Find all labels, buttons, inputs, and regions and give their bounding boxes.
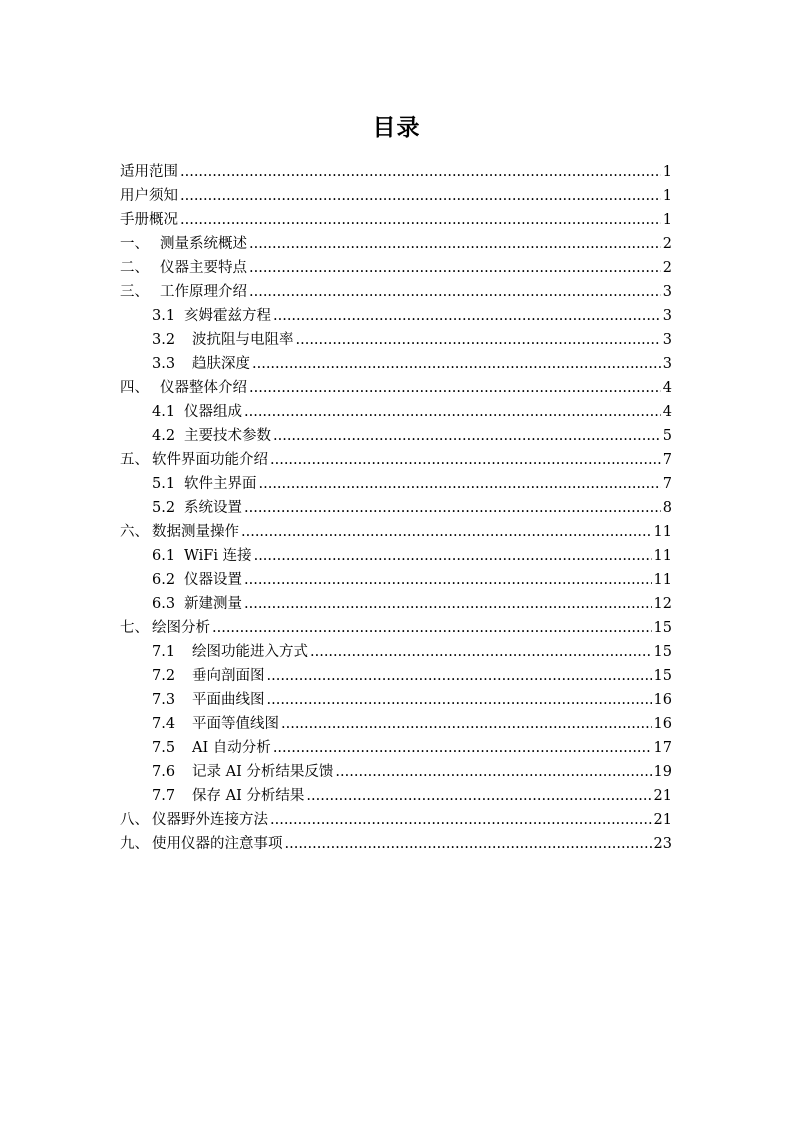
toc-subentry[interactable]	[120, 472, 672, 496]
toc-entry-label: 平面等值线图	[192, 716, 279, 732]
toc-entry[interactable]	[120, 808, 672, 832]
toc-subentry[interactable]	[120, 400, 672, 424]
toc-entry-number: 三、	[120, 284, 149, 300]
toc-subentry[interactable]	[120, 664, 672, 688]
toc-entry-label: 软件主界面	[184, 476, 257, 492]
toc-subentry[interactable]	[120, 544, 672, 568]
toc-entry-page: 19	[653, 764, 672, 780]
toc-dot-leader	[252, 352, 661, 376]
toc-subentry[interactable]	[120, 640, 672, 664]
toc-entry-number: 4.2	[152, 428, 176, 444]
toc-entry-label: 垂向剖面图	[192, 668, 265, 684]
toc-entry-label: AI 自动分析	[192, 740, 271, 756]
toc-entry-label: 波抗阻与电阻率	[192, 332, 294, 348]
toc-subentry[interactable]	[120, 328, 672, 352]
toc-entry-number: 七、	[120, 620, 149, 636]
toc-entry-label: 软件界面功能介绍	[152, 452, 268, 468]
toc-entry-page: 11	[653, 524, 672, 540]
toc-subentry[interactable]	[120, 784, 672, 808]
toc-entry-number: 7.6	[152, 764, 176, 780]
toc-entry-number: 5.2	[152, 500, 176, 516]
toc-entry-label: WiFi 连接	[184, 548, 252, 564]
toc-entry-page: 17	[653, 740, 672, 756]
toc-entry-number: 7.7	[152, 788, 176, 804]
toc-entry-page: 1	[662, 188, 672, 204]
toc-subentry[interactable]	[120, 352, 672, 376]
toc-entry[interactable]	[120, 280, 672, 304]
toc-entry-page: 5	[662, 428, 672, 444]
toc-entry-label: 仪器设置	[184, 572, 242, 588]
toc-entry-page: 7	[662, 476, 672, 492]
toc-subentry[interactable]	[120, 304, 672, 328]
toc-entry-number: 7.5	[152, 740, 176, 756]
toc-entry-page: 12	[653, 596, 672, 612]
toc-entry[interactable]	[120, 184, 672, 208]
toc-entry-page: 16	[653, 716, 672, 732]
toc-entry-label: 手册概况	[120, 212, 178, 228]
toc-entry[interactable]	[120, 616, 672, 640]
toc-entry-label: 新建测量	[184, 596, 242, 612]
toc-entry[interactable]	[120, 232, 672, 256]
toc-entry[interactable]	[120, 520, 672, 544]
toc-subentry[interactable]	[120, 592, 672, 616]
toc-entry-label: 平面曲线图	[192, 692, 265, 708]
toc-entry-number: 7.3	[152, 692, 176, 708]
toc-entry-page: 1	[662, 212, 672, 228]
toc-entry-page: 4	[662, 380, 672, 396]
toc-entry-number: 八、	[120, 812, 149, 828]
toc-entry[interactable]	[120, 376, 672, 400]
toc-dot-leader	[241, 520, 652, 544]
toc-dot-leader	[180, 160, 661, 184]
toc-entry-number: 3.1	[152, 308, 176, 324]
toc-dot-leader	[244, 496, 661, 520]
toc-entry[interactable]	[120, 256, 672, 280]
toc-entry-label: 数据测量操作	[152, 524, 239, 540]
toc-entry-number: 二、	[120, 260, 149, 276]
toc-dot-leader	[267, 664, 652, 688]
toc-dot-leader	[254, 544, 652, 568]
toc-dot-leader	[281, 712, 652, 736]
toc-entry-page: 11	[653, 548, 672, 564]
toc-subentry[interactable]	[120, 760, 672, 784]
toc-dot-leader	[273, 736, 652, 760]
toc-dot-leader	[285, 832, 652, 856]
toc-entry-number: 6.1	[152, 548, 176, 564]
toc-entry-label: 适用范围	[120, 164, 178, 180]
toc-dot-leader	[259, 472, 661, 496]
toc-entry-label: 保存 AI 分析结果	[192, 788, 305, 804]
toc-entry-page: 4	[662, 404, 672, 420]
toc-entry-number: 六、	[120, 524, 149, 540]
toc-entry[interactable]	[120, 160, 672, 184]
toc-subentry[interactable]	[120, 496, 672, 520]
toc-dot-leader	[306, 784, 651, 808]
toc-subentry[interactable]	[120, 688, 672, 712]
toc-dot-leader	[267, 688, 652, 712]
toc-entry-label: 仪器主要特点	[160, 260, 247, 276]
toc-entry-label: 绘图分析	[152, 620, 210, 636]
toc-entry-number: 5.1	[152, 476, 176, 492]
toc-entry-number: 4.1	[152, 404, 176, 420]
toc-entry-label: 系统设置	[184, 500, 242, 516]
toc-subentry[interactable]	[120, 712, 672, 736]
toc-dot-leader	[249, 256, 661, 280]
toc-entry-number: 九、	[120, 836, 149, 852]
toc-entry-page: 21	[653, 788, 672, 804]
toc-entry-page: 2	[662, 236, 672, 252]
toc-entry-label: 工作原理介绍	[160, 284, 247, 300]
toc-entry-number: 6.2	[152, 572, 176, 588]
toc-entry-number: 7.4	[152, 716, 176, 732]
toc-entry-page: 8	[662, 500, 672, 516]
toc-entry-number: 3.2	[152, 332, 176, 348]
toc-entry-label: 使用仪器的注意事项	[152, 836, 283, 852]
toc-entry-label: 趋肤深度	[192, 356, 250, 372]
toc-entry-page: 11	[653, 572, 672, 588]
toc-entry-page: 7	[662, 452, 672, 468]
toc-entry-label: 主要技术参数	[184, 428, 271, 444]
toc-dot-leader	[270, 808, 652, 832]
toc-entry-page: 3	[662, 308, 672, 324]
toc-dot-leader	[335, 760, 651, 784]
toc-entry-page: 21	[653, 812, 672, 828]
toc-entry-page: 15	[653, 644, 672, 660]
toc-dot-leader	[244, 400, 661, 424]
toc-entry-number: 7.2	[152, 668, 176, 684]
toc-entry-page: 3	[662, 284, 672, 300]
toc-dot-leader	[244, 568, 652, 592]
toc-dot-leader	[270, 448, 661, 472]
toc-entry-number: 7.1	[152, 644, 176, 660]
toc-entry-number: 五、	[120, 452, 149, 468]
toc-entry-label: 仪器野外连接方法	[152, 812, 268, 828]
toc-entry-number: 3.3	[152, 356, 176, 372]
toc-entry-label: 记录 AI 分析结果反馈	[192, 764, 334, 780]
toc-entry-page: 3	[662, 356, 672, 372]
toc-dot-leader	[180, 184, 661, 208]
toc-subentry[interactable]	[120, 736, 672, 760]
toc-entry-page: 1	[662, 164, 672, 180]
toc-entry-label: 测量系统概述	[160, 236, 247, 252]
toc-dot-leader	[249, 376, 661, 400]
toc-dot-leader	[249, 280, 661, 304]
toc-dot-leader	[310, 640, 652, 664]
toc-entry-label: 亥姆霍兹方程	[184, 308, 271, 324]
toc-entry-page: 3	[662, 332, 672, 348]
toc-entry-number: 四、	[120, 380, 149, 396]
toc-entry-page: 15	[653, 668, 672, 684]
toc-entry-page: 23	[653, 836, 672, 852]
toc-entry-page: 15	[653, 620, 672, 636]
toc-entry[interactable]	[120, 448, 672, 472]
toc-dot-leader	[180, 208, 661, 232]
toc-entry[interactable]	[120, 208, 672, 232]
toc-entry-page: 16	[653, 692, 672, 708]
page-title: 目录	[372, 114, 421, 141]
toc-dot-leader	[249, 232, 661, 256]
toc-entry-number: 6.3	[152, 596, 176, 612]
toc-dot-leader	[273, 304, 661, 328]
toc-entry-page: 2	[662, 260, 672, 276]
toc-entry-number: 一、	[120, 236, 149, 252]
toc-entry-label: 用户须知	[120, 188, 178, 204]
toc-entry-label: 绘图功能进入方式	[192, 644, 308, 660]
toc-entry[interactable]	[120, 832, 672, 856]
toc-dot-leader	[212, 616, 652, 640]
toc-subentry[interactable]	[120, 424, 672, 448]
toc-dot-leader	[244, 592, 652, 616]
table-of-contents	[120, 160, 672, 856]
toc-dot-leader	[273, 424, 661, 448]
toc-dot-leader	[296, 328, 661, 352]
toc-entry-label: 仪器整体介绍	[160, 380, 247, 396]
toc-entry-label: 仪器组成	[184, 404, 242, 420]
toc-subentry[interactable]	[120, 568, 672, 592]
